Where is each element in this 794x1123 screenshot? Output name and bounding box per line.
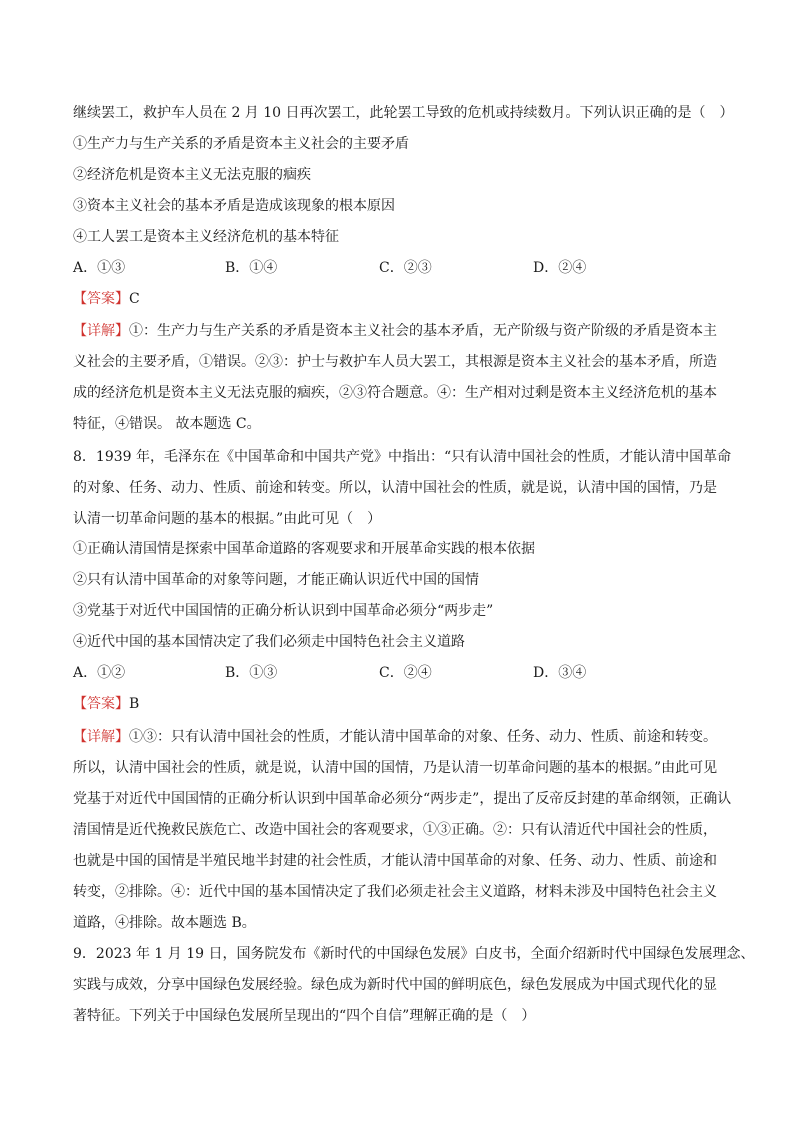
q8-detail-line-3: 党基于对近代中国国情的正确分析认识到中国革命必须分“两步走”，提出了反帝反封建的革命纲领，正确认 — [73, 791, 732, 807]
answer-tag: 【答案】 — [73, 291, 129, 307]
q8-options — [73, 659, 723, 687]
q8-statement-4: ④近代中国的基本国情决定了我们必须走中国特色社会主义道路 — [73, 634, 465, 650]
q8-detail-line-4: 清国情是近代挽救民族危亡、改造中国社会的客观要求，①③正确。②：只有认清近代中国社会的性质， — [73, 822, 717, 838]
q7-stem-line: 继续罢工，救护车人员在 2 月 10 日再次罢工，此轮罢工导致的危机或持续数月。下列认识正确的是（ ） — [73, 105, 734, 121]
q8-stem-line-3: 认清一切革命问题的基本的根据。”由此可见（ ） — [73, 511, 382, 527]
q7-statement-1: ①生产力与生产关系的矛盾是资本主义社会的主要矛盾 — [73, 136, 409, 152]
q8-stem — [73, 442, 732, 535]
q7-statements — [73, 129, 723, 253]
q7-detail — [73, 316, 723, 440]
q9-stem-line-1: 9．2023 年 1 月 19 日，国务院发布《新时代的中国绿色发展》白皮书，全面介绍新时代中国绿色发展理念、 — [73, 946, 755, 962]
q7-statement-2: ②经济危机是资本主义无法克服的痼疾 — [73, 167, 311, 183]
q9-stem-line-2: 实践与成效，分享中国绿色发展经验。绿色成为新时代中国的鲜明底色，绿色发展成为中国式现代化的显 — [73, 977, 717, 993]
answer-value: C — [129, 291, 140, 307]
q8-detail — [73, 722, 732, 939]
q7-option-a: A．①③ — [73, 260, 126, 276]
q8-detail-line-1: ①③：只有认清中国社会的性质，才能认清中国革命的对象、任务、动力、性质、前途和转变。 — [129, 729, 717, 745]
q8-option-c: C．②④ — [379, 665, 432, 681]
q7-statement-4: ④工人罢工是资本主义经济危机的基本特征 — [73, 229, 339, 245]
q7-detail-line-3: 成的经济危机是资本主义无法克服的痼疾，②③符合题意。④：生产相对过剩是资本主义经济危机的基本 — [73, 385, 717, 401]
q7-options — [73, 254, 723, 282]
q7-answer — [73, 285, 723, 313]
q7-detail-line-2: 义社会的主要矛盾，①错误。②③：护士与救护车人员大罢工，其根源是资本主义社会的基本矛盾，所造 — [73, 354, 717, 370]
q8-detail-line-7: 道路，④排除。故本题选 B。 — [73, 915, 256, 931]
q8-detail-line-5: 也就是中国的国情是半殖民地半封建的社会性质，才能认清中国革命的对象、任务、动力、性质、前途和 — [73, 853, 717, 869]
q8-detail-line-2: 所以，认清中国社会的性质，就是说，认清中国的国情，乃是认清一切革命问题的基本的根据。”由此可见 — [73, 760, 718, 776]
q7-statement-3: ③资本主义社会的基本矛盾是造成该现象的根本原因 — [73, 198, 395, 214]
q8-statement-2: ②只有认清中国革命的对象等问题，才能正确认识近代中国的国情 — [73, 572, 479, 588]
detail-tag: 【详解】 — [73, 729, 129, 745]
detail-tag: 【详解】 — [73, 323, 129, 339]
q7-detail-line-1: ①：生产力与生产关系的矛盾是资本主义社会的基本矛盾，无产阶级与资产阶级的矛盾是资本主 — [129, 323, 717, 339]
answer-tag: 【答案】 — [73, 696, 129, 712]
q7-stem — [73, 99, 734, 127]
q8-answer — [73, 690, 723, 718]
q8-stem-line-2: 的对象、任务、动力、性质、前途和转变。所以，认清中国社会的性质，就是说，认清中国的国情，乃是 — [73, 480, 717, 496]
q8-option-d: D．③④ — [533, 665, 587, 681]
q8-option-a: A．①② — [73, 665, 126, 681]
q9-stem — [73, 939, 755, 1032]
q8-detail-line-6: 转变，②排除。④：近代中国的基本国情决定了我们必须走社会主义道路，材料未涉及中国特色社会主义 — [73, 884, 717, 900]
q7-detail-line-4: 特征，④错误。 故本题选 C。 — [73, 416, 261, 432]
q7-option-b: B．①④ — [225, 260, 278, 276]
q7-option-d: D．②④ — [533, 260, 587, 276]
q8-stem-line-1: 8．1939 年，毛泽东在《中国革命和中国共产党》中指出：“只有认清中国社会的性质，才能认清中国革命 — [73, 449, 732, 465]
q8-statement-3: ③党基于对近代中国国情的正确分析认识到中国革命必须分“两步走” — [73, 603, 494, 619]
q8-statements — [73, 534, 723, 658]
answer-value: B — [129, 696, 140, 712]
q8-statement-1: ①正确认清国情是探索中国革命道路的客观要求和开展革命实践的根本依据 — [73, 541, 535, 557]
q9-stem-line-3: 著特征。下列关于中国绿色发展所呈现出的“四个自信”理解正确的是（ ） — [73, 1008, 536, 1024]
q7-option-c: C．②③ — [379, 260, 432, 276]
q8-option-b: B．①③ — [225, 665, 278, 681]
